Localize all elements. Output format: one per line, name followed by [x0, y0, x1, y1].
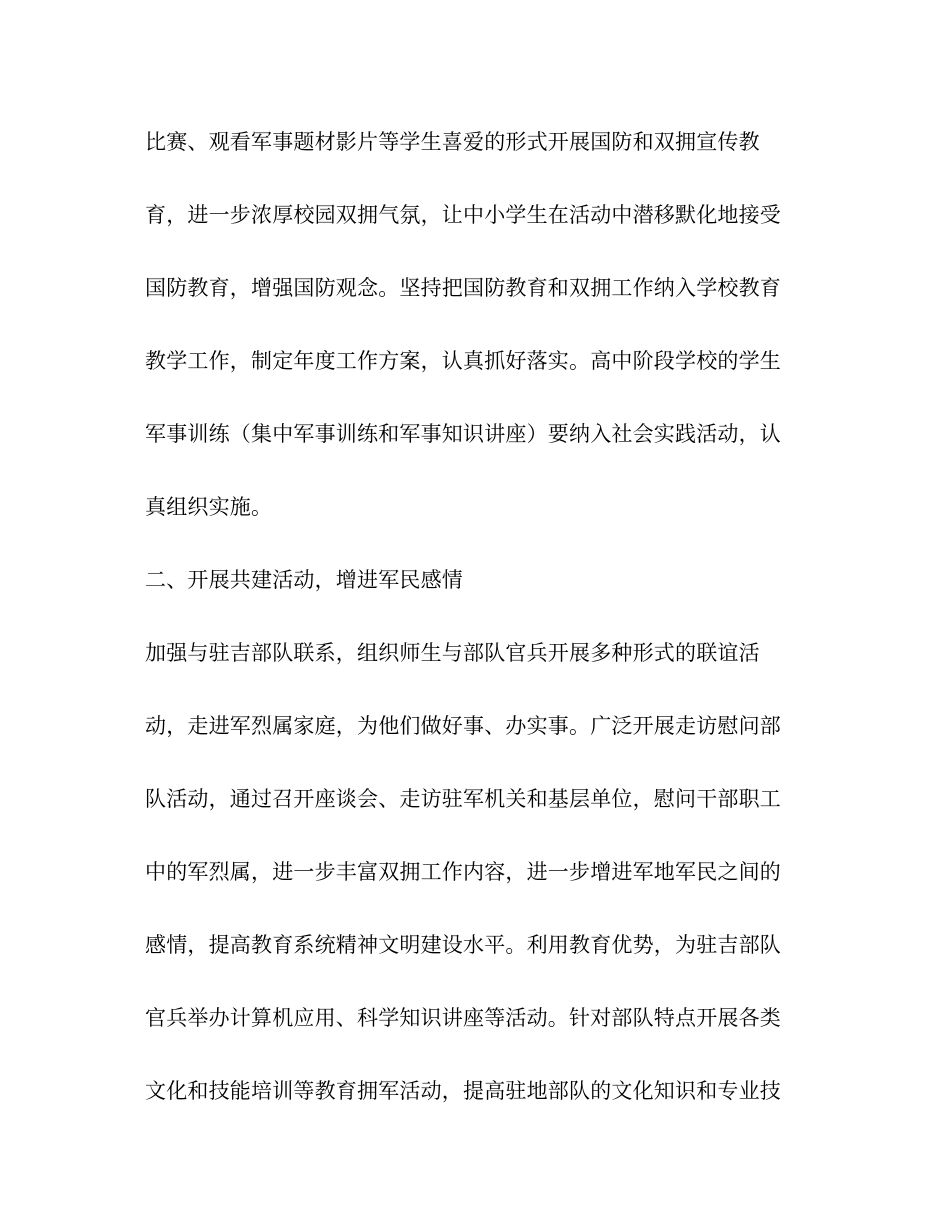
body-text-line: 官兵举办计算机应用、科学知识讲座等活动。针对部队特点开展各类 [145, 1006, 781, 1030]
body-text-line: 感情，提高教育系统精神文明建设水平。利用教育优势，为驻吉部队 [145, 933, 781, 957]
body-text-line: 文化和技能培训等教育拥军活动，提高驻地部队的文化知识和专业技 [145, 1079, 781, 1103]
body-text-line: 教学工作，制定年度工作方案，认真抓好落实。高中阶段学校的学生 [145, 349, 781, 373]
body-text-line: 国防教育，增强国防观念。坚持把国防教育和双拥工作纳入学校教育 [145, 276, 781, 300]
section-heading: 二、开展共建活动，增进军民感情 [145, 568, 463, 592]
body-text-line: 中的军烈属，进一步丰富双拥工作内容，进一步增进军地军民之间的 [145, 860, 781, 884]
body-text-line: 加强与驻吉部队联系，组织师生与部队官兵开展多种形式的联谊活 [145, 641, 760, 665]
body-text-line: 比赛、观看军事题材影片等学生喜爱的形式开展国防和双拥宣传教 [145, 130, 760, 154]
body-text-line: 军事训练（集中军事训练和军事知识讲座）要纳入社会实践活动，认 [145, 422, 781, 446]
body-text-line: 队活动，通过召开座谈会、走访驻军机关和基层单位，慰问干部职工 [145, 787, 781, 811]
body-text-line: 真组织实施。 [145, 495, 273, 519]
body-text-line: 动，走进军烈属家庭，为他们做好事、办实事。广泛开展走访慰问部 [145, 714, 781, 738]
body-text-line: 育，进一步浓厚校园双拥气氛，让中小学生在活动中潜移默化地接受 [145, 203, 781, 227]
